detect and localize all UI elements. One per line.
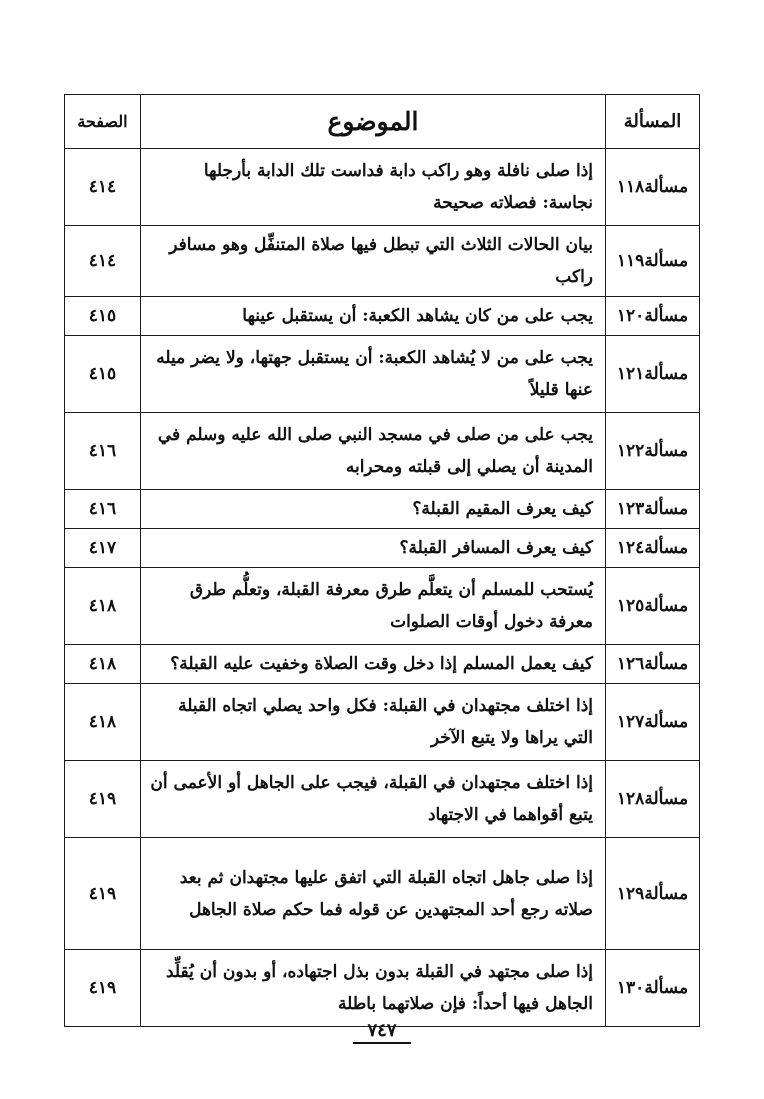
issue-cell: مسألة١١٨ [606, 149, 700, 226]
page-cell: ٤١٥ [65, 297, 141, 336]
issue-cell: مسألة١٣٠ [606, 950, 700, 1027]
issue-cell: مسألة١٢٢ [606, 413, 700, 490]
table-row [65, 950, 700, 1027]
table-row [65, 149, 700, 226]
table-row [65, 490, 700, 529]
issue-cell: مسألة١٢٦ [606, 645, 700, 684]
table-row [65, 645, 700, 684]
topic-cell: إذا صلى مجتهد في القبلة بدون بذل اجتهاده، أو بدون أن يُقلِّد الجاهل فيها أحداً: فإن صلاتهما باطلة [141, 950, 606, 1027]
page-cell: ٤١٩ [65, 950, 141, 1027]
header-topic: الموضوع [141, 95, 606, 149]
issue-cell: مسألة١١٩ [606, 226, 700, 297]
topic-cell: كيف يعرف المقيم القبلة؟ [141, 490, 606, 529]
table-row [65, 761, 700, 838]
page-cell: ٤١٩ [65, 838, 141, 950]
table-row [65, 568, 700, 645]
table-row [65, 226, 700, 297]
issue-cell: مسألة١٢٠ [606, 297, 700, 336]
contents-table [64, 94, 700, 1027]
table-row [65, 336, 700, 413]
issue-cell: مسألة١٢٩ [606, 838, 700, 950]
table-header-row [65, 95, 700, 149]
topic-cell: إذا صلى جاهل اتجاه القبلة التي اتفق عليها مجتهدان ثم بعد صلاته رجع أحد المجتهدين عن قوله فما حكم صلاة الجاهل [141, 838, 606, 950]
issue-cell: مسألة١٢٧ [606, 684, 700, 761]
topic-cell: كيف يعرف المسافر القبلة؟ [141, 529, 606, 568]
topic-cell: إذا اختلف مجتهدان في القبلة، فيجب على الجاهل أو الأعمى أن يتبع أقواهما في الاجتهاد [141, 761, 606, 838]
table-row [65, 838, 700, 950]
page-cell: ٤١٤ [65, 226, 141, 297]
page-cell: ٤١٦ [65, 490, 141, 529]
page-cell: ٤١٦ [65, 413, 141, 490]
topic-cell: يجب على من كان يشاهد الكعبة: أن يستقبل عينها [141, 297, 606, 336]
page-number: ٧٤٧ [353, 1020, 410, 1044]
issue-cell: مسألة١٢٤ [606, 529, 700, 568]
table-row [65, 684, 700, 761]
page-cell: ٤١٨ [65, 684, 141, 761]
header-issue: المسألة [606, 95, 700, 149]
topic-cell: يجب على من لا يُشاهد الكعبة: أن يستقبل جهتها، ولا يضر ميله عنها قليلاً [141, 336, 606, 413]
issue-cell: مسألة١٢٨ [606, 761, 700, 838]
topic-cell: كيف يعمل المسلم إذا دخل وقت الصلاة وخفيت عليه القبلة؟ [141, 645, 606, 684]
topic-cell: بيان الحالات الثلاث التي تبطل فيها صلاة المتنفِّل وهو مسافر راكب [141, 226, 606, 297]
issue-cell: مسألة١٢٥ [606, 568, 700, 645]
page-cell: ٤١٨ [65, 645, 141, 684]
topic-cell: إذا اختلف مجتهدان في القبلة: فكل واحد يصلي اتجاه القبلة التي يراها ولا يتبع الآخر [141, 684, 606, 761]
issue-cell: مسألة١٢٣ [606, 490, 700, 529]
page-cell: ٤١٨ [65, 568, 141, 645]
topic-cell: يجب على من صلى في مسجد النبي صلى الله عليه وسلم في المدينة أن يصلي إلى قبلته ومحرابه [141, 413, 606, 490]
table-row [65, 297, 700, 336]
header-page: الصفحة [65, 95, 141, 149]
topic-cell: يُستحب للمسلم أن يتعلَّم طرق معرفة القبلة، وتعلُّم طرق معرفة دخول أوقات الصلوات [141, 568, 606, 645]
page-cell: ٤١٩ [65, 761, 141, 838]
table-row [65, 413, 700, 490]
issue-cell: مسألة١٢١ [606, 336, 700, 413]
page-cell: ٤١٤ [65, 149, 141, 226]
page-footer [0, 1020, 764, 1044]
page-cell: ٤١٧ [65, 529, 141, 568]
table-row [65, 529, 700, 568]
topic-cell: إذا صلى نافلة وهو راكب دابة فداست تلك الدابة بأرجلها نجاسة: فصلاته صحيحة [141, 149, 606, 226]
page-cell: ٤١٥ [65, 336, 141, 413]
